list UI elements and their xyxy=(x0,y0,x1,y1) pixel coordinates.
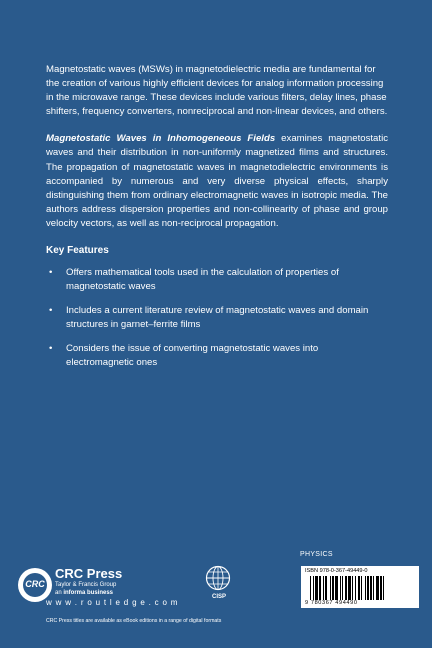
feature-item: • Offers mathematical tools used in the calculation of properties of magnetostatic waves xyxy=(49,267,339,293)
publisher-block xyxy=(55,567,122,597)
publisher-name: CRC Press xyxy=(55,566,123,581)
publisher-url[interactable]: w w w . r o u t l e d g e . c o m xyxy=(46,598,179,607)
bullet-icon: • xyxy=(49,343,53,355)
barcode-bars xyxy=(310,576,414,600)
cisp-label: CISP xyxy=(211,594,226,600)
publisher-group: Taylor & Francis Group xyxy=(55,582,117,588)
key-features-heading: Key Features xyxy=(46,245,109,257)
bullet-icon: • xyxy=(49,305,53,317)
intro-paragraph: Magnetostatic waves (MSWs) in magnetodielectric media are fundamental for the creation of various highly efficient devices for analog information processing in the microwave range. These devices include various filters, delay lines, phase shifters, frequency converters, nonreciprocal and non-linear devices, and others. xyxy=(46,64,388,118)
barcode xyxy=(301,566,419,608)
category-label: PHYSICS xyxy=(300,551,333,558)
feature-item: • Includes a current literature review of magnetostatic waves and domain structures in garnet–ferrite films xyxy=(49,305,369,331)
bullet-icon: • xyxy=(49,267,53,279)
features-list xyxy=(46,266,388,370)
barcode-number: 9 780367 494490 xyxy=(305,600,358,606)
crc-logo-icon: CRC xyxy=(18,568,52,602)
description-text: examines magnetostatic waves and their distribution in non-uniformly magnetized films and structures. The propagation of magnetostatic waves in magnetodielectric environments is accompanied by numerous and very diverse physical effects, sharply distinguishing them from ordinary electromagnetic waves in isotropic media. The authors address dispersion properties and non-collinearity of phase and group velocity vectors, as well as non-reciprocal propagation. xyxy=(46,133,388,229)
description-paragraph xyxy=(46,132,388,231)
book-title: Magnetostatic Waves in Inhomogeneous Fields xyxy=(46,133,276,145)
cisp-globe-icon xyxy=(205,565,231,591)
back-cover-content xyxy=(46,63,388,380)
ebook-note: CRC Press titles are available as eBook editions in a range of digital formats xyxy=(46,618,222,624)
publisher-business: an informa business xyxy=(55,590,114,596)
isbn-text: ISBN 978-0-367-49449-0 xyxy=(305,568,368,574)
feature-item: • Considers the issue of converting magnetostatic waves into electromagnetic ones xyxy=(49,343,319,369)
